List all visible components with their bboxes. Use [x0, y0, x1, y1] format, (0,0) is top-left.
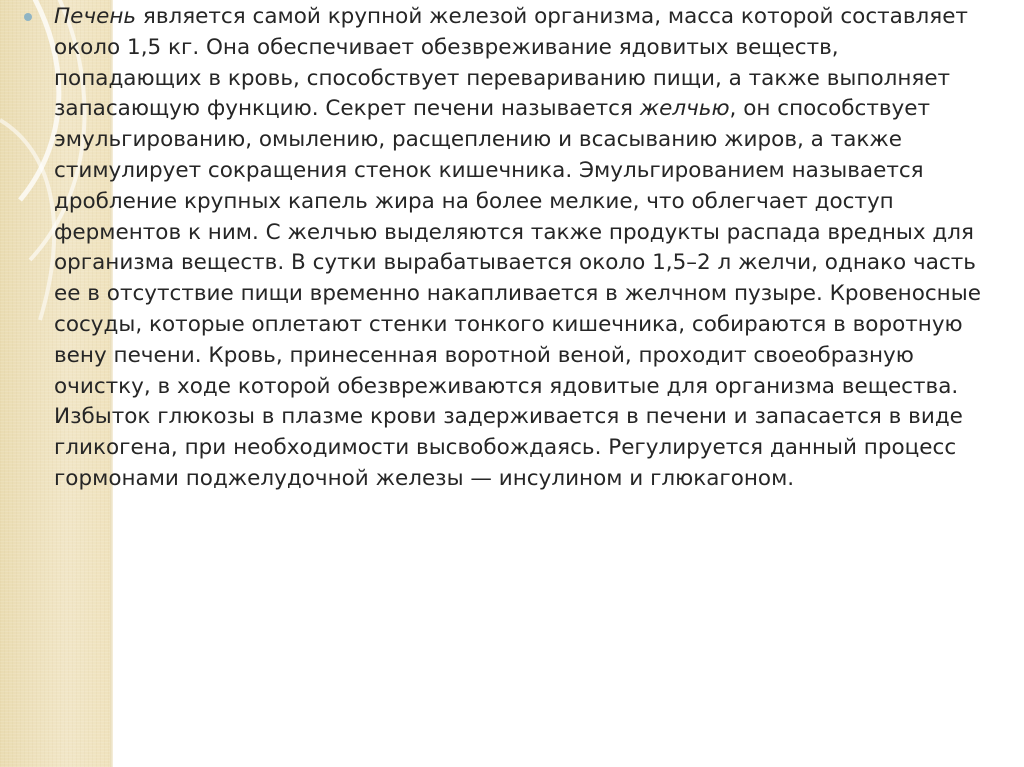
paragraph-text-part-2: , он способствует эмульгированию, омылению, расщеплению и всасыванию жиров, а также стимулирует сокращения стенок кишечника. Эмульгированием называется дробление крупных капель жира на более мелкие, что облегчает доступ ферментов к ним. С желчью выделяются также продукты распада вредных для организма веществ. В сутки вырабатывается около 1,5–2 л желчи, однако часть ее в отсутствие пищи временно накапливается в желчном пузыре. Кровеносные сосуды, которые оплетают стенки тонкого кишечника, собираются в воротную вену печени. Кровь, принесенная воротной веной, проходит своеобразную очистку, в ходе которой обезвреживаются ядовитые для организма вещества. Избыток глюкозы в плазме крови задерживается в печени и запасается в виде гликогена, при необходимости высвобождаясь. Регулируется данный процесс гормонами поджелудочной железы — инсулином и глюкагоном.: [54, 96, 981, 491]
slide-content: [24, 2, 984, 495]
term-liver: Печень: [54, 4, 137, 29]
paragraph-text-part-1: является самой крупной железой организма, масса которой составляет около 1,5 кг. Она обеспечивает обезвреживание ядовитых веществ, попадающих в кровь, способствует перевариванию пищи, а также выполняет запасающую функцию. Секрет печени называется: [54, 4, 968, 122]
liver-description-paragraph: [54, 2, 984, 495]
bullet-item: [24, 2, 984, 495]
term-bile: желчью: [639, 96, 730, 122]
bullet-dot-icon: [24, 13, 32, 21]
